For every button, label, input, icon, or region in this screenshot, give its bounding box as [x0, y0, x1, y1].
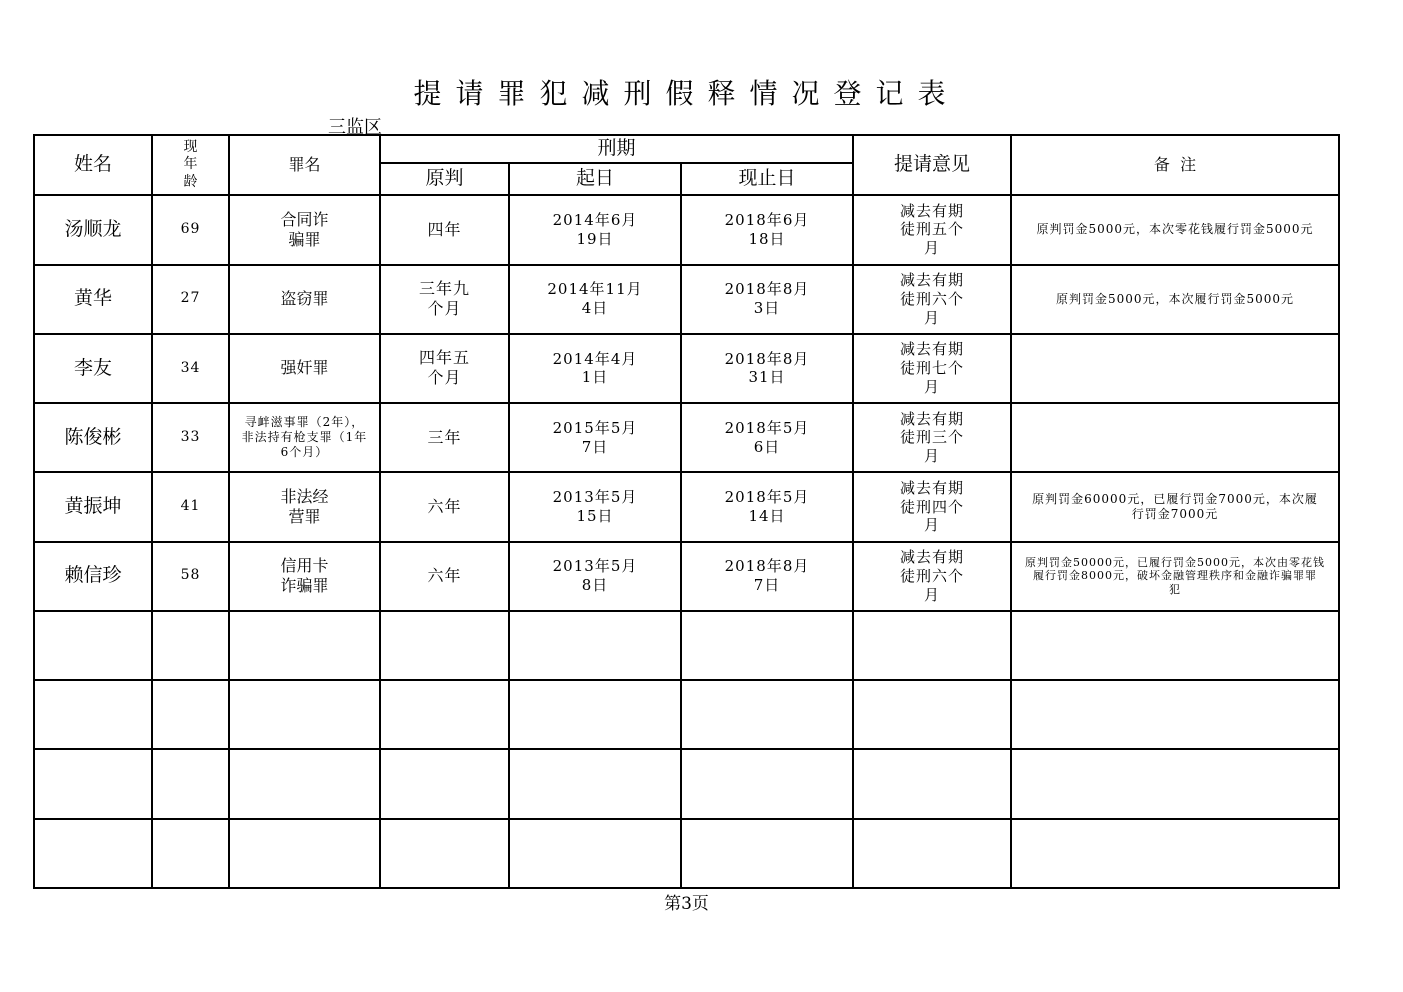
- cell-age: [152, 749, 229, 818]
- header-start: 起日: [509, 163, 681, 195]
- cell-opinion: [853, 611, 1011, 680]
- cell-end-date: [681, 749, 853, 818]
- header-term: 刑期: [380, 135, 853, 163]
- cell-original-sentence: [380, 611, 509, 680]
- cell-opinion: 减去有期 徒刑七个 月: [853, 334, 1011, 403]
- cell-end-date: 2018年8月 3日: [681, 265, 853, 334]
- cell-start-date: 2013年5月 8日: [509, 542, 681, 611]
- cell-age: 69: [152, 195, 229, 264]
- header-crime: 罪名: [229, 135, 380, 195]
- cell-age: 41: [152, 472, 229, 541]
- cell-name: [34, 611, 152, 680]
- table-row: [34, 265, 1339, 334]
- cell-notes: [1011, 611, 1339, 680]
- cell-name: 汤顺龙: [34, 195, 152, 264]
- cell-opinion: [853, 680, 1011, 749]
- cell-name: [34, 819, 152, 888]
- table-row: [34, 611, 1339, 680]
- cell-opinion: 减去有期 徒刑六个 月: [853, 265, 1011, 334]
- cell-original-sentence: [380, 680, 509, 749]
- cell-start-date: [509, 680, 681, 749]
- header-row-1: [34, 135, 1339, 163]
- cell-age: 27: [152, 265, 229, 334]
- cell-opinion: 减去有期 徒刑五个 月: [853, 195, 1011, 264]
- cell-start-date: 2015年5月 7日: [509, 403, 681, 472]
- cell-age: 58: [152, 542, 229, 611]
- cell-original-sentence: 六年: [380, 542, 509, 611]
- cell-notes: [1011, 819, 1339, 888]
- cell-notes: 原判罚金50000元，已履行罚金5000元，本次由零花钱 履行罚金8000元，破坏金融管理秩序和金融诈骗罪罪 犯: [1011, 542, 1339, 611]
- header-opinion: 提请意见: [853, 135, 1011, 195]
- cell-notes: [1011, 680, 1339, 749]
- cell-notes: 原判罚金5000元，本次零花钱履行罚金5000元: [1011, 195, 1339, 264]
- cell-start-date: 2014年11月 4日: [509, 265, 681, 334]
- document-title: 提请罪犯减刑假释情况登记表: [413, 77, 960, 110]
- cell-age: 34: [152, 334, 229, 403]
- cell-end-date: 2018年5月 6日: [681, 403, 853, 472]
- cell-original-sentence: 三年: [380, 403, 509, 472]
- cell-opinion: [853, 819, 1011, 888]
- cell-name: 陈俊彬: [34, 403, 152, 472]
- cell-notes: 原判罚金60000元，已履行罚金7000元，本次履 行罚金7000元: [1011, 472, 1339, 541]
- cell-crime: [229, 749, 380, 818]
- cell-name: 黄振坤: [34, 472, 152, 541]
- table-row: [34, 472, 1339, 541]
- cell-original-sentence: 六年: [380, 472, 509, 541]
- cell-end-date: 2018年6月 18日: [681, 195, 853, 264]
- cell-original-sentence: 四年: [380, 195, 509, 264]
- cell-notes: [1011, 403, 1339, 472]
- header-notes: 备 注: [1011, 135, 1339, 195]
- cell-name: 黄华: [34, 265, 152, 334]
- cell-crime: 强奸罪: [229, 334, 380, 403]
- header-name: 姓名: [34, 135, 152, 195]
- header-end: 现止日: [681, 163, 853, 195]
- table-row: [34, 819, 1339, 888]
- cell-end-date: 2018年8月 31日: [681, 334, 853, 403]
- cell-opinion: 减去有期 徒刑三个 月: [853, 403, 1011, 472]
- table-row: [34, 195, 1339, 264]
- cell-age: [152, 680, 229, 749]
- cell-start-date: [509, 819, 681, 888]
- cell-age: [152, 611, 229, 680]
- cell-crime: 盗窃罪: [229, 265, 380, 334]
- cell-notes: 原判罚金5000元，本次履行罚金5000元: [1011, 265, 1339, 334]
- cell-end-date: [681, 611, 853, 680]
- cell-original-sentence: 三年九 个月: [380, 265, 509, 334]
- cell-original-sentence: [380, 819, 509, 888]
- table-row: [34, 749, 1339, 818]
- cell-notes: [1011, 749, 1339, 818]
- cell-crime: 合同诈 骗罪: [229, 195, 380, 264]
- cell-opinion: 减去有期 徒刑六个 月: [853, 542, 1011, 611]
- page-number: 第3页: [664, 894, 709, 914]
- cell-start-date: 2013年5月 15日: [509, 472, 681, 541]
- cell-name: [34, 680, 152, 749]
- cell-age: 33: [152, 403, 229, 472]
- cell-original-sentence: [380, 749, 509, 818]
- cell-opinion: 减去有期 徒刑四个 月: [853, 472, 1011, 541]
- table-row: [34, 542, 1339, 611]
- header-age: 现 年 龄: [152, 135, 229, 195]
- cell-name: [34, 749, 152, 818]
- cell-end-date: 2018年8月 7日: [681, 542, 853, 611]
- cell-crime: 寻衅滋事罪（2年）， 非法持有枪支罪（1年 6个月）: [229, 403, 380, 472]
- table-row: [34, 403, 1339, 472]
- cell-crime: [229, 819, 380, 888]
- cell-crime: 非法经 营罪: [229, 472, 380, 541]
- cell-age: [152, 819, 229, 888]
- cell-notes: [1011, 334, 1339, 403]
- cell-original-sentence: 四年五 个月: [380, 334, 509, 403]
- cell-name: 李友: [34, 334, 152, 403]
- registration-table: [33, 134, 1340, 889]
- cell-crime: 信用卡 诈骗罪: [229, 542, 380, 611]
- cell-crime: [229, 680, 380, 749]
- cell-end-date: [681, 819, 853, 888]
- cell-name: 赖信珍: [34, 542, 152, 611]
- cell-start-date: 2014年6月 19日: [509, 195, 681, 264]
- cell-opinion: [853, 749, 1011, 818]
- cell-start-date: [509, 611, 681, 680]
- cell-end-date: [681, 680, 853, 749]
- cell-start-date: 2014年4月 1日: [509, 334, 681, 403]
- cell-start-date: [509, 749, 681, 818]
- cell-crime: [229, 611, 380, 680]
- table-row: [34, 334, 1339, 403]
- cell-end-date: 2018年5月 14日: [681, 472, 853, 541]
- table-row: [34, 680, 1339, 749]
- header-original: 原判: [380, 163, 509, 195]
- table-body: [34, 195, 1339, 888]
- prison-area-label: 三监区: [328, 117, 382, 138]
